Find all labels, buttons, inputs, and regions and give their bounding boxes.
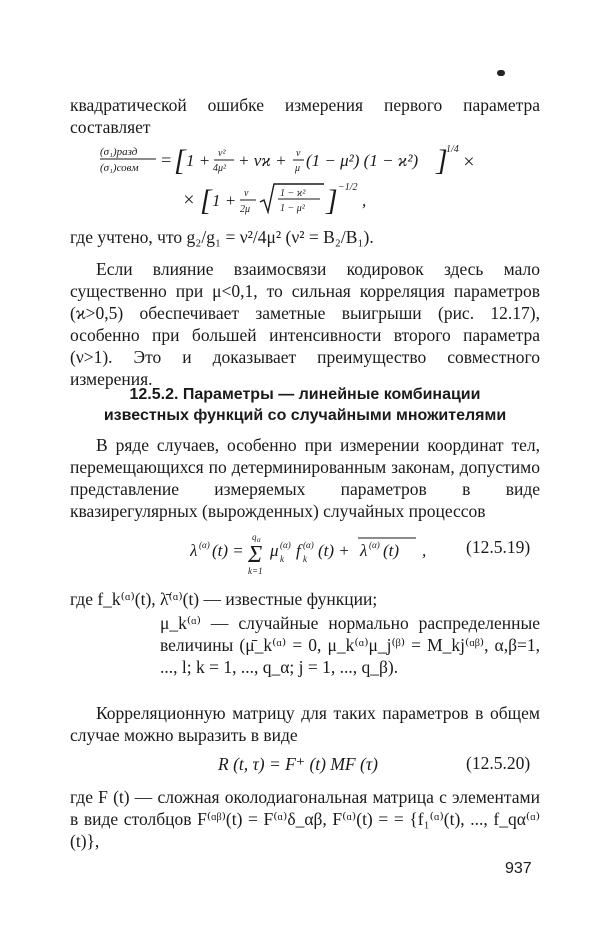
svg-text:λ: λ [190,541,198,560]
svg-text:(α): (α) [369,540,380,550]
svg-text:×: × [462,151,476,173]
svg-text:μ: μ [270,541,279,560]
ink-spot [497,70,505,76]
paragraph-where-functions: где f_k⁽ᵅ⁾(t), λ̄⁽ᵅ⁾(t) — известные функции; [70,589,378,609]
svg-text:(α): (α) [303,540,314,550]
svg-text:]: ] [436,144,448,177]
svg-text:f: f [296,541,301,560]
svg-text:1 − μ²: 1 − μ² [280,203,305,214]
equation-number-12-5-19: (12.5.19) [466,537,531,557]
paragraph-where-ratio: где учтено, что g₂/g₁ = ν²/4μ² (ν² = B₂/B₁). [70,227,374,247]
page-number: 937 [505,860,532,877]
equation-number-12-5-20: (12.5.20) [466,753,531,773]
svg-text:(t): (t) [383,541,400,560]
svg-text:ν²: ν² [218,148,226,159]
svg-text:ν: ν [296,148,301,159]
svg-text:1 +: 1 + [212,191,237,210]
svg-text:1 +: 1 + [186,151,211,170]
svg-text:Σ: Σ [248,542,263,568]
svg-text:(α): (α) [280,540,291,550]
svg-text:μ: μ [295,163,301,174]
svg-text:(1 − μ²) (1 − ϰ²): (1 − μ²) (1 − ϰ²) [306,151,419,170]
svg-text:(α): (α) [199,540,210,550]
paragraph-intro: квадратической ошибке измерения первого параметра составляет [70,95,540,137]
svg-text:α: α [257,536,261,544]
equation-12-5-19 [190,530,450,576]
svg-text:λ: λ [360,541,368,560]
equation-ratio-graphic [100,140,520,220]
svg-text:×: × [182,189,196,211]
svg-text:−1/2: −1/2 [338,182,358,193]
svg-text:=: = [160,150,173,170]
svg-text:[: [ [174,144,186,177]
svg-text:1 − ϰ²: 1 − ϰ² [280,188,306,199]
section-heading-line2: известных функций со случайными множителями [103,407,507,424]
svg-text:(t) =: (t) = [212,541,244,560]
svg-text:4μ²: 4μ² [213,163,227,174]
paragraph-where-matrix: где F (t) — сложная околодиагональная матрица с элементами в виде столбцов F⁽ᵅᵝ⁾(t) = F⁽ᵅ⁾δ_αβ, F⁽ᵅ⁾(t) = = {f₁⁽ᵅ⁾(t), ..., f_qα⁽ᵅ⁾(t)}, [70,787,540,851]
svg-text:k: k [303,554,307,564]
paragraph-where-random: μ_k⁽ᵅ⁾ — случайные нормально распределенные величины (μ̄_k⁽ᵅ⁾ = 0, μ_k⁽ᵅ⁾μ_j⁽ᵝ⁾ = M_kj⁽ᵅᵝ⁾, α,β=1, ..., l; k = 1, ..., q_α; j = 1, ..., q_β). [160,613,540,677]
svg-text:(σ₁)разд: (σ₁)разд [100,146,138,158]
equation-12-5-20: R (t, τ) = F⁺ (t) MF (τ) [218,754,378,774]
equation-12-5-19-graphic [190,530,450,576]
svg-text:]: ] [326,184,338,217]
svg-text:2μ: 2μ [240,204,251,215]
svg-text:+ νϰ +: + νϰ + [238,151,287,170]
equation-ratio [100,140,520,220]
svg-text:,: , [362,191,367,210]
paragraph-correlation-matrix: Корреляционную матрицу для таких параметров в общем случае можно выразить в виде [70,703,540,745]
svg-text:1/4: 1/4 [446,144,459,155]
section-heading-line1: 12.5.2. Параметры — линейные комбинации [129,386,481,403]
svg-text:,: , [422,541,427,560]
svg-text:(σ₁)совм: (σ₁)совм [100,162,139,174]
svg-text:[: [ [200,184,212,217]
svg-text:k=1: k=1 [248,566,263,576]
svg-text:q: q [252,532,257,542]
section-heading [70,384,540,426]
paragraph-correlation: Если влияние взаимосвязи кодировок здесь мало существенно при μ<0,1, то сильная корреляция параметров (ϰ>0,5) обеспечивает заметные выигрыши (рис. 12.17), особенно при большей интенсивности второго параметра (ν>1). Это и доказывает преимущество совместного измерения. [70,259,540,389]
svg-text:(t) +: (t) + [318,541,350,560]
paragraph-quasiregular: В ряде случаев, особенно при измерении координат тел, перемещающихся по детерминированным законам, допустимо представление измеряемых параметров в виде квазирегулярных (вырожденных) случайных процессов [70,435,540,521]
svg-text:k: k [280,554,284,564]
svg-text:ν: ν [244,188,249,199]
